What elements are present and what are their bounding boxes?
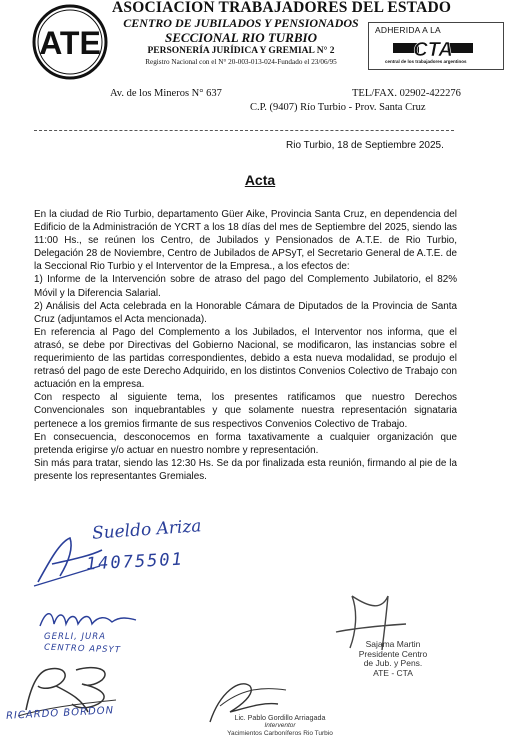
cta-affiliation-box xyxy=(368,22,504,70)
stamp-1-org: Yacimientos Carboníferos Rio Turbio xyxy=(227,730,333,737)
paragraph: Con respecto al siguiente tema, los presentes ratificamos que nuestro Derechos Convencionales son inquebrantables y que solamente nuestra representación signataria pertenece a los gremios firmante de sus respectivos Convenios Colectivo de Trabajo. xyxy=(34,392,457,430)
org-registry: Registro Nacional con el N° 20-003-013-024-Fundado el 23/06/95 xyxy=(145,58,337,66)
stamp-2-name: Sajama Martin xyxy=(365,639,421,649)
stamp-2-role: Presidente Centro xyxy=(358,648,428,659)
president-stamp xyxy=(348,640,438,678)
signature-2-line2: CENTRO APSYT xyxy=(43,642,122,656)
stamp-1-name: Lic. Pablo Gordillo Arriagada xyxy=(234,713,326,722)
paragraph: 2) Análisis del Acta celebrada en la Honorable Cámara de Diputados de la Provincia de Santa Cruz (adjuntamos el Acta mencionada). xyxy=(34,300,457,325)
paragraph: En consecuencia, desconocemos en forma taxativamente a cualquier organización que pretenda erigirse y/o actuar en nuestro nombre y representación. xyxy=(34,431,457,456)
paragraph: En la ciudad de Rio Turbio, departamento Güer Aike, Provincia Santa Cruz, en dependencia del Edificio de la Administración de YCRT a los 18 días del mes de Septiembre del 2025, siendo las 11:00 Hs., se reúnen los Centro, de Jubilados y Pensionados de A.T.E. de Rio Turbio, Delegación 28 de Noviembre, Centro de Jubilados de APSyT, el Secretario General de A.T.E. de la Seccional Rio Turbio y el Interventor de la Empresa., a los efectos de: xyxy=(34,209,457,273)
phone: TEL/FAX. 02902-422276 xyxy=(352,88,461,99)
org-section: SECCIONAL RIO TURBIO xyxy=(165,30,317,45)
ate-logo xyxy=(32,4,108,80)
signature-1-number: 14075501 xyxy=(85,549,185,575)
document-body xyxy=(34,208,457,483)
paragraph: Sin más para tratar, siendo las 12:30 Hs. Se da por finalizada esta reunión, firmando al pie de la presente los representantes Gremiales. xyxy=(34,457,457,482)
stamp-1-role: Interventor xyxy=(264,722,296,729)
stamp-2-union: ATE - CTA xyxy=(373,667,413,678)
paragraph: En referencia al Pago del Complemento a los Jubilados, el Interventor nos informa, que el atrasó, se debe por Directivas del Gobierno Nacional, se modificaron, las instancias sobre el requerimiento de las partidas correspondientes, debido a esta nueva modalidad, se produjo el retrasó del pago de este Derecho Adquirido, en los distintos Convenios Colectivo de Trabajo con actuación en la empresa. xyxy=(34,326,457,391)
signature-3-name: RICARDO BORDON xyxy=(5,705,115,722)
cta-logo xyxy=(393,36,473,60)
signature-2 xyxy=(36,604,156,634)
cta-subtitle: central de los trabajadores argentinos xyxy=(385,59,467,64)
interventor-stamp xyxy=(210,714,350,738)
org-legal: PERSONERÍA JURÍDICA Y GREMIAL N° 2 xyxy=(147,46,335,56)
header-divider xyxy=(34,130,454,131)
stamp-2-org: de Jub. y Pens. xyxy=(363,658,423,668)
signature-2-line1: GERLI, JURA xyxy=(44,632,106,642)
cta-logo-text: CTA xyxy=(413,39,453,60)
date-line: Rio Turbio, 18 de Septiembre 2025. xyxy=(286,140,444,151)
signature-1-name: Sueldo Ariza xyxy=(91,516,203,544)
address: Av. de los Mineros N° 637 xyxy=(110,88,222,99)
org-name: ASOCIACION TRABAJADORES DEL ESTADO xyxy=(112,0,452,16)
adherida-label: ADHERIDA A LA xyxy=(375,25,441,35)
document-title: Acta xyxy=(244,172,276,188)
org-center: CENTRO DE JUBILADOS Y PENSIONADOS xyxy=(123,16,359,30)
paragraph: 1) Informe de la Intervención sobre de atraso del pago del Complemento Jubilatorio, el 82% Móvil y la Diferencia Salarial. xyxy=(34,274,457,299)
ate-logo-text: ATE xyxy=(39,25,101,61)
postal-address: C.P. (9407) Río Turbio - Prov. Santa Cruz xyxy=(250,102,426,113)
